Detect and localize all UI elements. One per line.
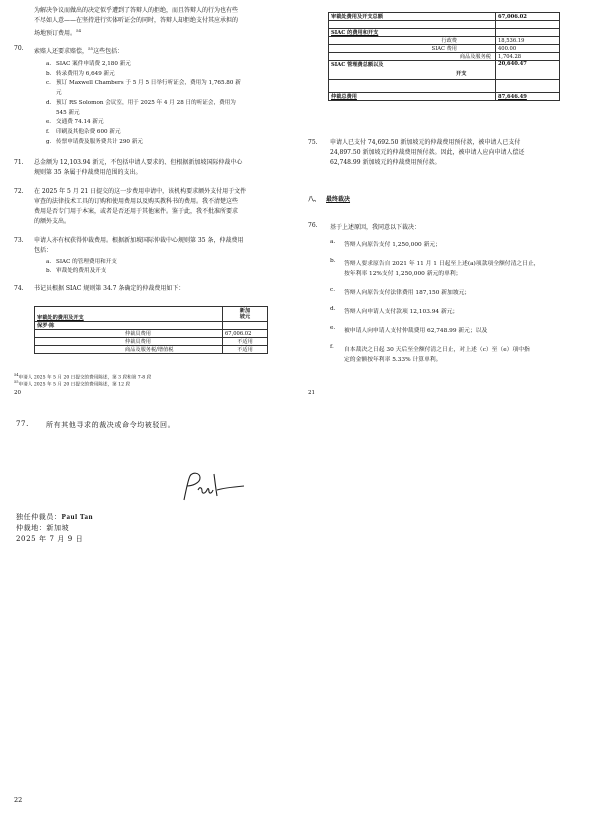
intro-line: 不尽如人意——在坚持进行实体听证会的同时，答辩人却拒绝支付其应承担的: [34, 17, 239, 24]
list-item: 元: [56, 90, 62, 97]
paragraph-number: 74.: [14, 285, 24, 292]
list-item: a. SIAC 案件申请费 2,180 新元: [46, 61, 131, 67]
paragraph-72-line: 的额外支出。: [34, 218, 71, 225]
list-item-key: c.: [330, 287, 336, 293]
page-number: 22: [14, 796, 23, 804]
list-item: a. SIAC 的管理费用和开支: [46, 259, 117, 265]
list-item: 545 新元: [56, 109, 80, 116]
list-item: 答辩人向原告支付法律费用 187,150 新加坡元；: [344, 290, 471, 296]
paragraph-73-line: 申请人亦有权获得仲裁费用。根据新加坡国际仲裁中心规则第 35 条，仲裁费用: [34, 237, 244, 244]
signature-image: [178, 470, 248, 504]
paragraph-75-line: 62,748.99 新加坡元的仲裁费用预付款。: [330, 159, 441, 166]
list-item: 答辩人向原告支付 1,250,000 新元；: [344, 242, 441, 248]
siac-fees-table: [328, 12, 560, 101]
list-item: e. 交通费 74.14 新元: [46, 119, 104, 126]
list-item: 答辩人要求原告自 2021 年 11 月 1 日起至上述(a)项款项全额付清之日止，: [344, 261, 540, 267]
list-item: g. 传票申请费及服务费共计 290 新元: [46, 138, 143, 145]
paragraph-75-line: 24,897.50 新加坡元的仲裁费用预付款。因此，被申请人应向申请人偿还: [330, 149, 525, 156]
page-21: [300, 0, 575, 398]
list-item-key: e.: [330, 325, 336, 331]
page-number: 20: [14, 390, 21, 396]
list-item: f. 印刷及其他杂费 600 新元: [46, 128, 121, 135]
paragraph-number: 70.: [14, 45, 24, 52]
list-item: b. 转录费用为 6,649 新元: [46, 70, 115, 77]
paragraph-number: 71.: [14, 159, 24, 166]
list-item: d. 预订 RS Solomon 会议室，用于 2025 年 4 月 28 日的听证会，费用为: [46, 99, 236, 106]
list-item-key: a.: [330, 239, 336, 245]
arbitrator-name: 保罗·陈: [35, 322, 223, 330]
list-item: 定的金额按年利率 5.33% 计算单利。: [344, 357, 442, 363]
list-item: 被申请人向申请人支付仲裁费用 62,748.99 新元；以及: [344, 328, 488, 334]
table-row: 仲裁员费用 67,006.02: [35, 330, 268, 338]
paragraph-72-line: 审查的法律技术工具的订购和使用费用以及购买教科书的费用。我不清楚这些: [34, 198, 239, 205]
list-item: 按年利率 12%支付 1,250,000 新元的单利；: [344, 271, 462, 277]
arbitrator-line: 独任仲裁员：Paul Tan: [16, 513, 94, 521]
paragraph-74: 书记员根据 SIAC 规则第 34.7 条确定的仲裁费用如下：: [34, 285, 185, 292]
list-item-key: b.: [330, 258, 336, 264]
table-section-header: SIAC 的费用和开支: [329, 29, 496, 37]
page-number: 21: [308, 390, 315, 396]
table-header: 审裁处的费用及开支: [35, 307, 223, 322]
list-item-key: d.: [330, 306, 336, 312]
paragraph-76: 基于上述原因，我同意以下裁决：: [330, 224, 421, 231]
table-row: 商品及服务税/增值税 不适用: [35, 346, 268, 354]
paragraph-number: 77.: [16, 420, 29, 428]
paragraph-number: 76.: [308, 222, 318, 229]
table-row: 行政费 18,536.19: [329, 37, 560, 45]
list-item: b. 审裁处的费用及开支: [46, 268, 107, 274]
paragraph-72-line: 在 2025 年 5 月 21 日提交的这一步费用申请中，该机构要求额外支付用于文件: [34, 188, 247, 195]
paragraph-number: 72.: [14, 188, 24, 195]
paragraph-70: 索赔人还要求赔偿，$^{55}$这些包括：: [34, 46, 124, 55]
footnote: $^{54}$申请人 2025 年 5 月 20 日提交的费用陈述，第 3 段和第 7-8 段: [14, 373, 152, 381]
section-number: 八、: [308, 196, 321, 203]
intro-line: 为解决争议而做出的决定似乎遭到了答辩人的拒绝，而且答辩人的行为也有些: [34, 7, 239, 14]
paragraph-number: 75.: [308, 139, 318, 146]
paragraph-71-line: 规则第 35 条属于仲裁费用范围的支出。: [34, 169, 142, 176]
list-item: 答辩人向申请人支付款项 12,103.94 新元；: [344, 309, 459, 315]
table-row: SIAC 费用 400.00: [329, 45, 560, 53]
table-row: 审裁处费用及开支总额 67,006.02: [329, 13, 560, 21]
paragraph-71-line: 总金额为 12,103.94 新元，不包括申请人要求的、但根据新加坡国际仲裁中心: [34, 159, 243, 166]
table-row: 商品及服务税 1,704.28: [329, 53, 560, 61]
table-row: SIAC 管理费总额以及 开支 20,640.47: [329, 61, 560, 80]
award-date: 2025 年 7 月 9 日: [16, 535, 84, 543]
footnote: $^{55}$申请人 2025 年 5 月 20 日提交的费用陈述，第 12 段: [14, 380, 131, 388]
paragraph-72-line: 费用是否专门用于本案，或者是否还用于其他案件。鉴于此，我不批准所要求: [34, 208, 239, 215]
seat-line: 仲裁地：新加坡: [16, 524, 70, 532]
paragraph-77: 所有其他寻求的裁决或命令均被驳回。: [46, 421, 176, 429]
table-header-currency: 新加 坡元: [223, 307, 268, 322]
table-row: 仲裁总费用 87,646.49: [329, 93, 560, 101]
list-item-key: f.: [330, 344, 334, 350]
table-row: 仲裁员费用 不适用: [35, 338, 268, 346]
paragraph-73-line: 包括：: [34, 247, 53, 254]
list-item: c. 预订 Maxwell Chambers 于 5 月 5 日举行听证会，费用为 1,765.80 新: [46, 80, 241, 87]
page-20: [0, 0, 275, 398]
section-title: 最终裁决: [326, 196, 351, 203]
tribunal-fees-table: [34, 306, 268, 354]
paragraph-number: 73.: [14, 237, 24, 244]
list-item: 自本裁决之日起 30 天后至全额付清之日止，对上述（c）至（e）项中指: [344, 347, 530, 353]
paragraph-75-line: 申请人已支付 74,692.50 新加坡元的仲裁费用预付款，被申请人已支付: [330, 139, 521, 146]
intro-line: 场地预订费用。$^{54}$: [34, 28, 82, 37]
